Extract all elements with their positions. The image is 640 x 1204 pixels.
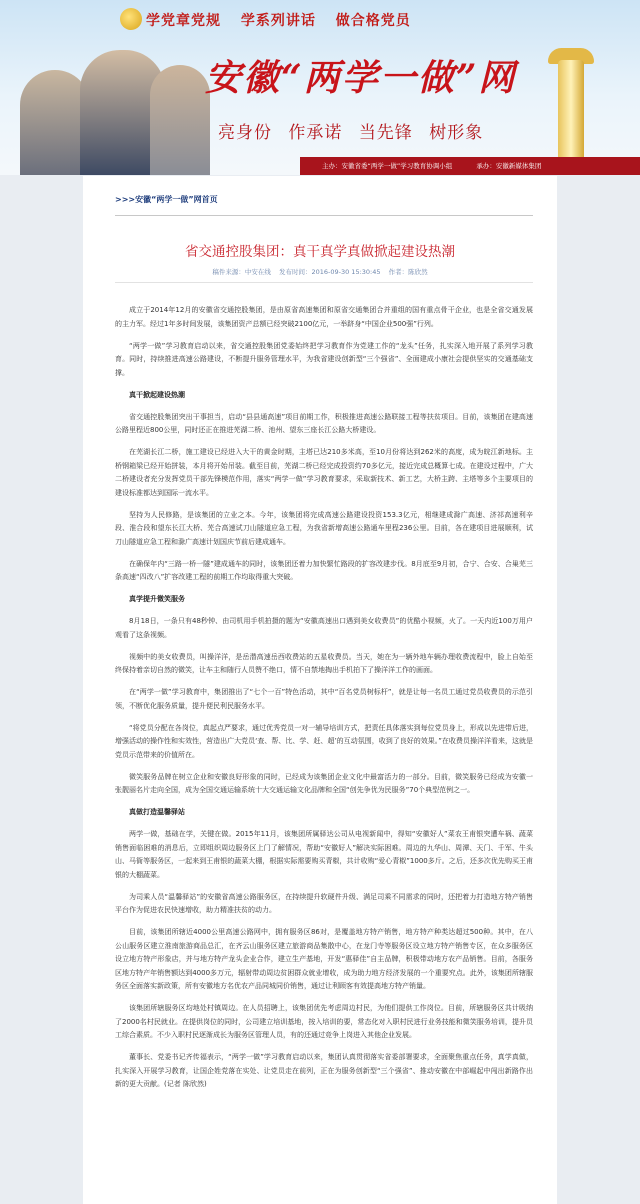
article-paragraph: 两学一做，基础在学，关键在做。2015年11月，该集团所属驿达公司从电视新闻中，得知“安徽好人”菜农王甫银突遭车祸、蔬菜销售面临困难的消息后，立即组织周边服务区上门了解情况，帮助“安徽好人”解决实际困难。周边的九华山、周潭、天门、千军、牛头山、马衙等服务区，一起来到王甫银的蔬菜大棚，根据实际需要购买青椒，共计收购“爱心青椒”1000多斤。之后，还多次优先购买王甫银的大棚蔬菜。 <box>115 830 533 879</box>
article-paragraph: 该集团所辖服务区均地处村镇周边。在人员招聘上，该集团优先考虑周边村民，为他们提供工作岗位。目前，所辖服务区共计吸纳了2000名村民就业。在提供岗位的同时，公司建立培训基地，按入培训的要，常态化对入职村民进行业务技能和微笑服务培训，提升员工综合素质。不少入职村民逐渐成长为服务区管理人员，有的还通过竞争上岗进入其他企业发展。 <box>115 1004 533 1039</box>
article-meta <box>83 267 557 276</box>
host-bar <box>300 157 640 175</box>
breadcrumb-divider <box>115 215 533 216</box>
article-paragraph: 为司乘人员“温馨驿站”的安徽省高速公路服务区，在持续提升软硬件升级、满足司乘不同需求的同时，还把着力打造地方特产销售平台作为促进农民快速增收，助力精准扶贫的动力。 <box>115 892 533 914</box>
article-container <box>83 176 557 1204</box>
site-subtitle <box>218 118 493 143</box>
organizer-text: 承办：安徽新媒体集团 <box>476 162 542 170</box>
section-heading: 真学提升微笑服务 <box>129 595 185 603</box>
article-paragraph: 坚持为人民修路，是该集团的立业之本。今年，该集团将完成高速公路建设投资153.3亿元，相继建成滁广高速、济祁高速利辛段、淮合段和望东长江大桥、芜合高速试刀山隧道应急工程，为我省新增高速公路通车里程236公里。目前，各在建项目进展顺利，试刀山隧道应急工程和滁广高速计划国庆节前后建成通车。 <box>115 510 533 546</box>
slogan-list <box>146 10 425 30</box>
article-paragraph: 成立于2014年12月的安徽省交通控股集团，是由原省高速集团和原省交通集团合并重组的国有重点骨干企业，也是全省交通发展的主力军。经过1年多时间发展，该集团资产总额已经突破2100亿元，一举跻身“中国企业500强”行列。 <box>115 306 533 328</box>
site-title: 安徽“两学一做”网 <box>205 57 517 99</box>
breadcrumb-home-link[interactable]: >>>安徽“两学一做”网首页 <box>115 195 218 204</box>
section-heading: 真做打造温馨驿站 <box>129 808 185 816</box>
article-author: 作者：陈欣然 <box>388 268 428 276</box>
article-paragraph: “两学一做”学习教育启动以来，省交通控股集团党委始终把学习教育作为党建工作的“龙头”任务，扎实深入地开展了系列学习教育。同时，持续推进高速公路建设，不断提升服务管理水平，为我省建设创新型“三个强省”、全面建成小康社会提供坚实的交通基础支撑。 <box>115 341 533 377</box>
article-paragraph: 在芜湖长江二桥，施工建设已经进入大干的黄金时期，主塔已达210多米高，至10月份将达到262米的高度，成为皖江新地标。主桥钢箱梁已经开始拼装，本月将开始吊装。截至目前，芜湖二桥已经完成投资约70多亿元，接近完成总概算七成。在建设过程中，广大二桥建设者充分发挥党员干部先锋模范作用，落实“两学一做”学习教育要求，采取新技术、新工艺，大桥主跨、主塔等多个主要项目的建设标准都达到国际一流水平。 <box>115 448 533 497</box>
host-text: 主办：安徽省委“两学一做”学习教育协调小组 <box>322 162 453 170</box>
header-banner <box>0 0 640 175</box>
leaders-photo <box>20 30 210 175</box>
article-paragraph: “将党员分配在各岗位，真起点严要求，通过优秀党员一对一辅导培训方式，把责任具体落实到每位党员身上，形成以先进带后进，增强活动的操作性和实效性，营造出广大党员‘查、帮、比、学、赶、超’的互动氛围，收到了良好的效果。”在收费员操洋洋看来，这就是党员示范带来的价值所在。 <box>115 723 533 759</box>
article-paragraph: 视频中的美女收费员，叫操洋洋，是岳潜高速岳西收费站的五星收费员。当天，她在为一辆外地车辆办理收费流程中，脸上自始至终保持着亲切自然的微笑，让车主和随行人员赞不绝口，情不自禁地掏出手机拍下了操洋洋工作的画面。 <box>115 652 533 674</box>
article-time: 发布时间：2016-09-30 15:30:45 <box>278 268 381 276</box>
article-paragraph: 省交通控股集团突出干事担当，启动“县县通高速”项目前期工作，积极推进高速公路联接工程等扶贫项目。目前，该集团在建高速公路里程近800公里，同时还正在推进芜湖二桥、池州、望东三座长江公路大桥建设。 <box>115 412 533 434</box>
article-paragraph: 董事长、党委书记齐传福表示，“两学一做”学习教育启动以来，集团认真贯彻落实省委部署要求，全面聚焦重点任务，真学真做，扎实深入开展学习教育，让国企姓党落在实处、让党员走在前列，正在为服务创新型“三个强省”、推动安徽在中部崛起中闯出新路作出新的更大贡献。(记者 陈欣然) <box>115 1053 533 1088</box>
slogan-item: 做合格党员 <box>335 13 411 29</box>
slogan-item: 学系列讲话 <box>240 13 316 29</box>
subtitle-item: 亮身份 <box>218 123 272 143</box>
article-paragraph: 目前，该集团所辖近4000公里高速公路网中，拥有服务区86对，是覆盖地方特产销售，地方特产种类达超过500种。其中，在八公山服务区建立淮南旅游商品总汇，在齐云山服务区建立旅游商品集散中心，在龙门寺等服务区设立地方特产销售专区，在众多服务区设立地方特产形象店，并与地方特产龙头企业合作，建立生产基地，开发“惠驿佳”自主品牌，积极带动地方农产品销售。目前，各服务区地方特产年销售额达到4000多万元，辐射带动周边贫困群众就业增收，成为助力地方经济发展的一个重要究点。此外，该集团所辖服务区全面落实新政策，所有安徽地方名优农产品同城同价销售，通过让利顾客有效提高地方特产销量。 <box>115 928 533 990</box>
article-paragraph: 在“两学一做”学习教育中，集团推出了“七个一百”特色活动，其中“百名党员树标杆”，就是让每一名员工通过党员收费员的示范引领，不断优化服务质量，提升便民利民服务水平。 <box>115 688 533 710</box>
article-paragraph: 微笑服务品牌在树立企业和安徽良好形象的同时，已经成为该集团企业文化中最富活力的一部分。目前，微笑服务已经成为安徽一张靓丽名片走向全国，成为全国交通运输系统十大交通运输文化品牌和全国“创先争优为民服务”70个典型范例之一。 <box>115 772 533 794</box>
article-title: 省交通控股集团：真干真学真做掀起建设热潮 <box>185 244 455 260</box>
section-heading: 真干掀起建设热潮 <box>129 390 185 399</box>
article-source: 稿件来源：中安在线 <box>212 268 271 276</box>
article-paragraph: 8月18日，一条只有48秒钟、由司机用手机拍摄的题为“安徽高速出口遇到美女收费员”的优酷小视频，火了。一天内近100万用户观看了这条视频。 <box>115 617 533 639</box>
article-body <box>115 304 533 1100</box>
article-paragraph: 在确保年内“三路一桥一隧”建成通车的同时，该集团还着力加快繁忙路段的扩容改建步伐。8月底至9月初，合宁、合安、合巢芜三条高速“四改八”扩容改建工程的前期工作均取得重大突破。 <box>115 559 533 581</box>
subtitle-item: 作承诺 <box>288 123 343 143</box>
party-emblem-icon <box>120 8 142 30</box>
meta-divider <box>115 282 533 283</box>
slogan-item: 学党章党规 <box>146 13 221 29</box>
subtitle-item: 树形象 <box>429 123 484 143</box>
subtitle-item: 当先锋 <box>358 123 413 143</box>
